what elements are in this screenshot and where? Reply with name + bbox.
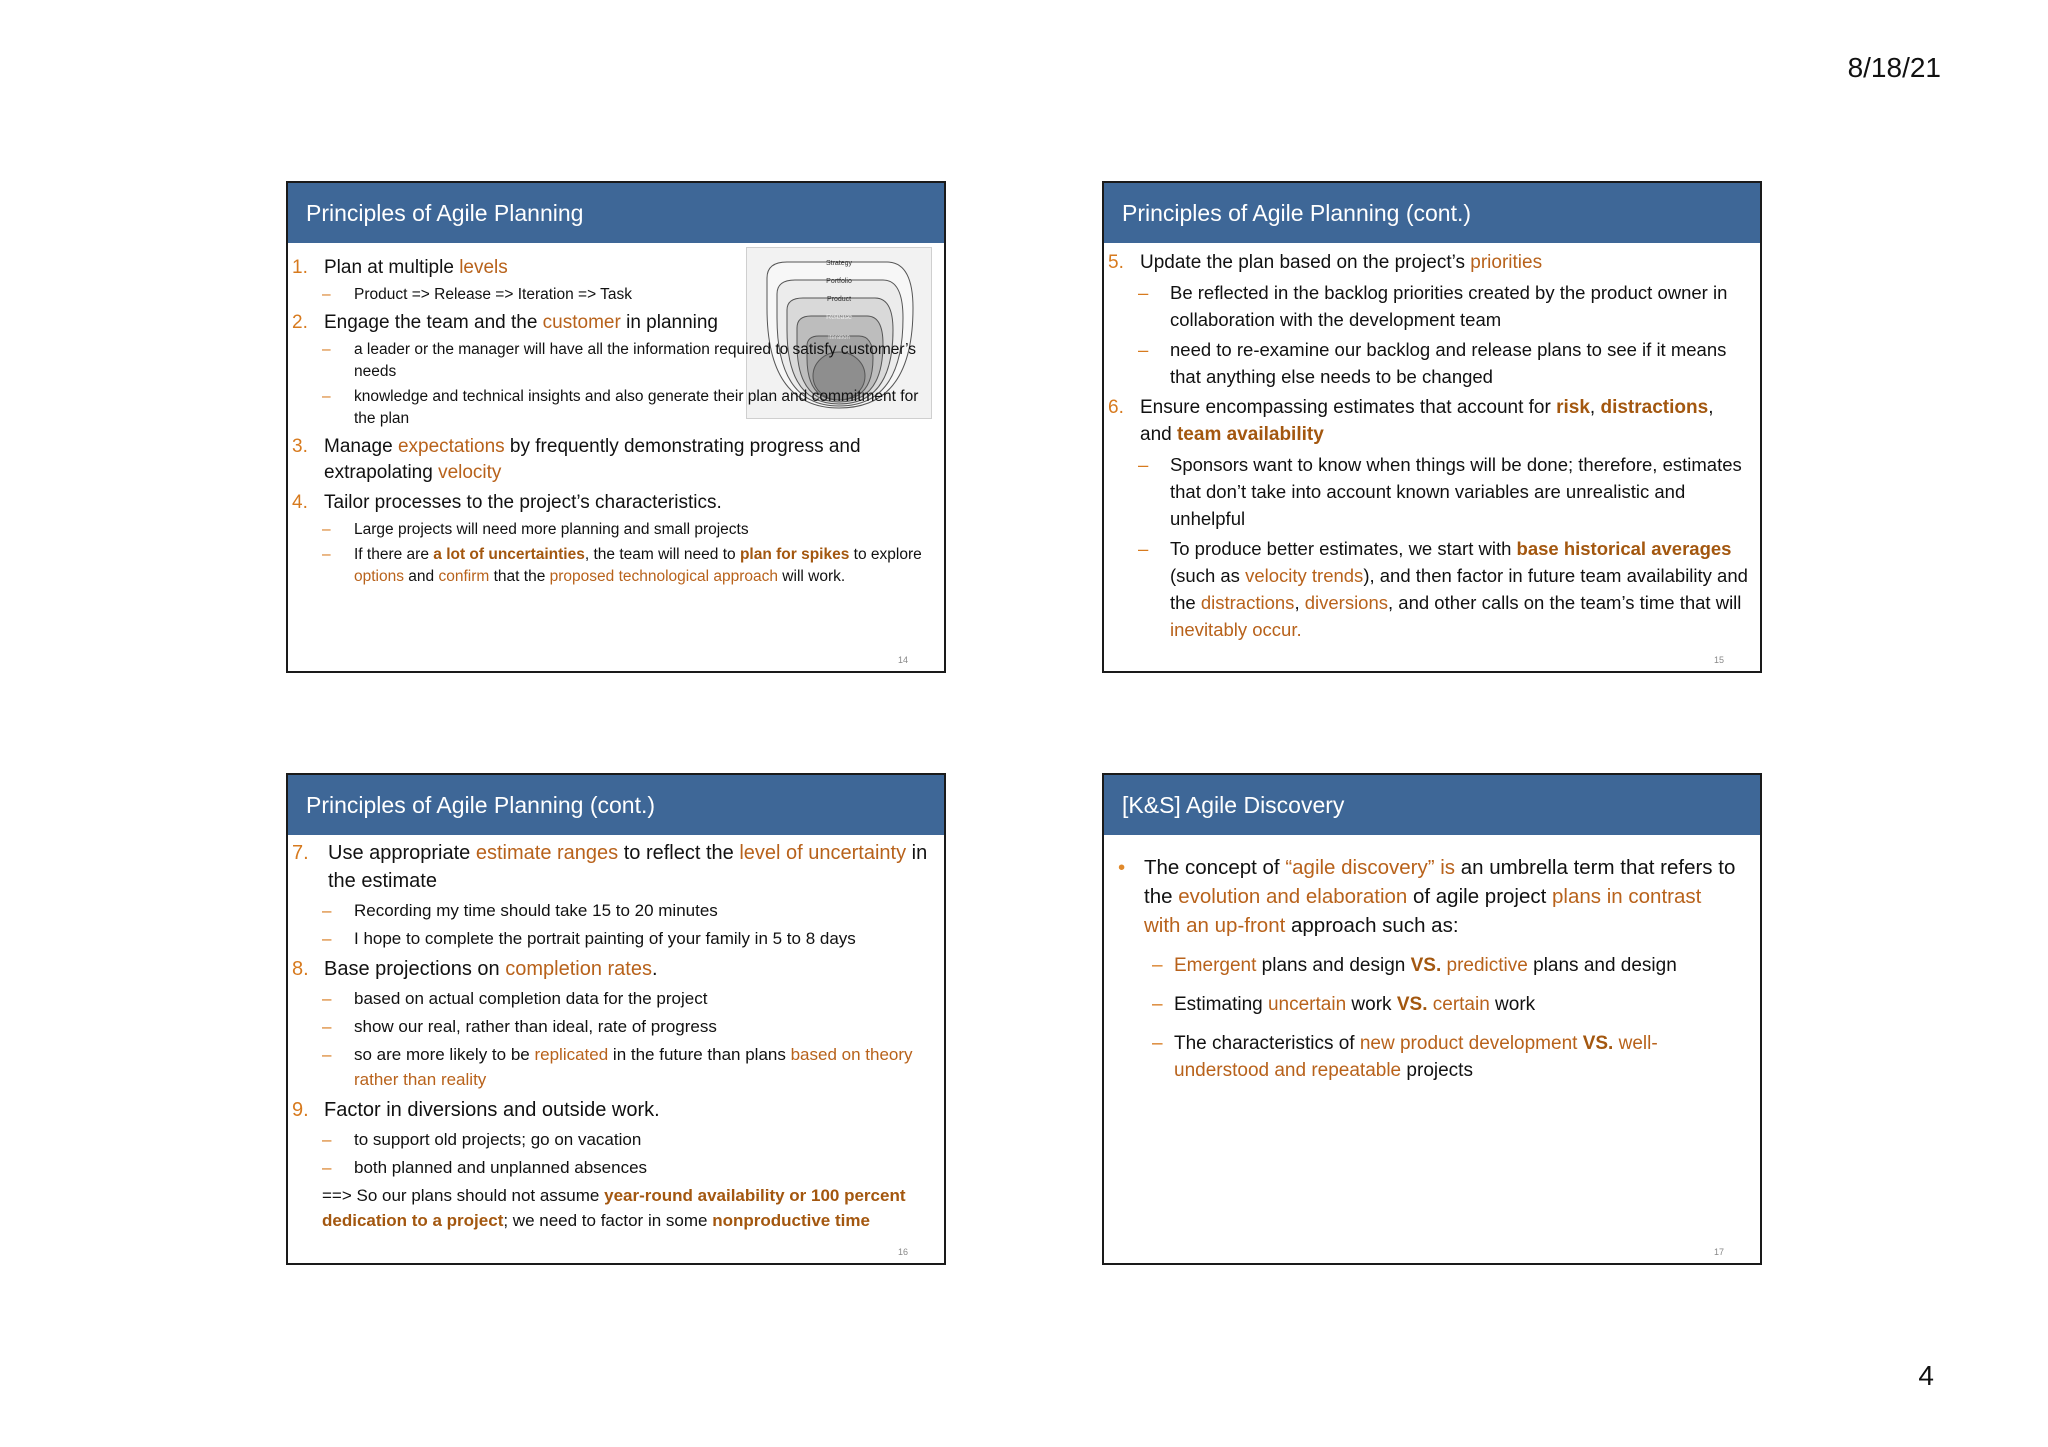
highlight: predictive [1441, 955, 1528, 976]
highlight: levels [459, 257, 508, 278]
text: Sponsors want to know when things will be done; therefore, estimates that don’t take into account known variables are unrealistic and unhelpful [1170, 454, 1742, 529]
dash: – [1152, 1033, 1163, 1054]
highlight: evolution and elaboration [1178, 885, 1408, 908]
sub-item [288, 544, 934, 588]
text: need to re-examine our backlog and release plans to see if it means that anything else needs to be changed [1170, 339, 1727, 387]
slide-body [1104, 835, 1760, 1263]
diagram-label-iteration: Iteration [828, 335, 850, 341]
highlight: base historical averages [1516, 538, 1732, 559]
highlight: uncertain [1267, 994, 1347, 1015]
dash: – [322, 286, 331, 303]
text: , and [1140, 397, 1714, 445]
text: plans and design [1256, 955, 1411, 976]
text: Factor in diversions and outside work. [324, 1099, 660, 1121]
text: to support old projects; go on vacation [354, 1130, 642, 1149]
sub-item [288, 1014, 934, 1039]
dash: – [322, 521, 331, 538]
text: in the estimate [328, 842, 928, 892]
sub-item [288, 1042, 934, 1092]
text: an umbrella term that refers to the [1144, 856, 1736, 908]
text: If there are [354, 546, 434, 563]
versus: VS. [1396, 994, 1428, 1015]
item-number: 1. [292, 257, 308, 278]
page-number: 4 [1918, 1360, 1934, 1391]
item-number: 6. [1108, 397, 1124, 418]
item-number: 5. [1108, 252, 1124, 273]
dash: – [1152, 955, 1163, 976]
diagram-label-portfolio: Portfolio [826, 278, 852, 285]
sub-item [288, 339, 934, 383]
versus: VS. [1410, 955, 1442, 976]
highlight: velocity [438, 462, 502, 483]
text: in the future than plans [608, 1045, 791, 1064]
highlight: completion rates [505, 958, 652, 980]
highlight: “agile discovery” is [1285, 856, 1456, 879]
text: Estimating [1174, 994, 1268, 1015]
text: so are more likely to be [354, 1045, 535, 1064]
conclusion-note [288, 1183, 934, 1233]
text: work [1489, 994, 1536, 1015]
text: , and other calls on the team’s time that will [1388, 592, 1742, 613]
highlight: proposed technological approach [549, 568, 778, 585]
highlight: year-round availability or 100 percent dedication to a project [322, 1186, 906, 1230]
slide-16 [286, 773, 946, 1265]
text: To produce better estimates, we start with [1170, 538, 1517, 559]
highlight: a lot of uncertainties [433, 546, 585, 563]
highlight: nonproductive time [712, 1211, 870, 1230]
text: The concept of [1144, 856, 1286, 879]
dash: – [1138, 339, 1149, 360]
sub-item [288, 926, 934, 951]
list-item [288, 310, 934, 336]
highlight: team availability [1176, 424, 1324, 445]
highlight: inevitably occur. [1170, 619, 1302, 640]
text: of agile project [1407, 885, 1553, 908]
slide-number: 14 [897, 655, 908, 665]
text: , [1589, 397, 1601, 418]
text: to explore [849, 546, 922, 563]
dash: – [1152, 994, 1163, 1015]
item-number: 8. [292, 958, 309, 980]
item-number: 2. [292, 312, 308, 333]
highlight: velocity trends [1245, 565, 1364, 586]
slide-14 [286, 181, 946, 673]
dash: – [322, 901, 332, 920]
slide-number: 15 [1713, 655, 1724, 665]
item-number: 4. [292, 492, 308, 513]
dash: – [1138, 454, 1149, 475]
highlight: expectations [397, 436, 505, 457]
sub-item [288, 986, 934, 1011]
sub-item [288, 898, 934, 923]
highlight: well-understood and repeatable [1174, 1033, 1658, 1081]
list-item [1104, 853, 1750, 940]
highlight: level of uncertainty [739, 842, 907, 864]
slide-17 [1102, 773, 1762, 1265]
slide-15 [1102, 181, 1762, 673]
dash: – [322, 989, 332, 1008]
text: by frequently demonstrating progress and extrapolating [324, 436, 861, 483]
text: work [1346, 994, 1397, 1015]
item-number: 9. [292, 1099, 309, 1121]
text: Manage [324, 436, 398, 457]
diagram-label-strategy: Strategy [825, 260, 853, 267]
dash: – [322, 388, 331, 405]
highlight: Emergent [1174, 955, 1257, 976]
sub-item [1104, 336, 1750, 390]
bullet-dot: • [1118, 856, 1126, 879]
text: Be reflected in the backlog priorities created by the product owner in collaboration with the development team [1170, 282, 1728, 330]
text: Plan at multiple [324, 257, 460, 278]
highlight: diversions [1304, 592, 1389, 613]
text: plans and design [1527, 955, 1677, 976]
highlight: based on theory rather than reality [354, 1045, 913, 1089]
sub-item [288, 386, 934, 430]
text: Use appropriate [328, 842, 476, 864]
text: a leader or the manager will have all the information required to satisfy customer’s needs [354, 341, 917, 380]
text: and [403, 568, 439, 585]
text: Recording my time should take 15 to 20 minutes [354, 901, 718, 920]
page-date: 8/18/21 [1847, 52, 1941, 83]
text: in planning [620, 312, 719, 333]
text: ; we need to factor in some [503, 1211, 713, 1230]
text: Base projections on [324, 958, 506, 980]
text: ==> So our plans should not assume [322, 1186, 605, 1205]
text: knowledge and technical insights and also generate their plan and commitment for the plan [354, 388, 919, 427]
highlight: distractions [1200, 592, 1295, 613]
sub-item [288, 519, 934, 541]
list-item [1104, 249, 1750, 276]
dash: – [1138, 282, 1149, 303]
dash: – [322, 546, 331, 563]
slide-number: 17 [1713, 1247, 1724, 1257]
list-item [288, 490, 934, 516]
sub-item [1104, 279, 1750, 333]
slide-title: Principles of Agile Planning (cont.) [1104, 183, 1760, 243]
text: Ensure encompassing estimates that account for [1140, 397, 1557, 418]
dash: – [322, 1158, 332, 1177]
dash: – [322, 1130, 332, 1149]
highlight: risk [1556, 397, 1590, 418]
list-item [288, 434, 934, 486]
item-number: 7. [292, 842, 309, 864]
slide-body [288, 243, 944, 671]
versus: VS. [1577, 1033, 1614, 1054]
text: , the team will need to [584, 546, 740, 563]
text: Update the plan based on the project’s [1140, 252, 1471, 273]
list-item [288, 839, 934, 895]
text: that the [489, 568, 550, 585]
diagram-label-product: Product [826, 296, 852, 303]
highlight: certain [1427, 994, 1490, 1015]
sub-item [1104, 1030, 1750, 1084]
text: Large projects will need more planning and small projects [354, 521, 749, 538]
list-item [288, 955, 934, 983]
highlight: options [354, 568, 404, 585]
text: ), and then factor in future team availability and the [1170, 565, 1748, 613]
text: based on actual completion data for the project [354, 989, 708, 1008]
text: (such as [1170, 565, 1246, 586]
highlight: customer [542, 312, 621, 333]
text: Product => Release => Iteration => Task [354, 286, 633, 303]
sub-item [288, 1127, 934, 1152]
diagram-label-release: Release [826, 314, 852, 321]
highlight: distractions [1600, 397, 1709, 418]
highlight: confirm [438, 568, 490, 585]
text: Engage the team and the [324, 312, 543, 333]
text: will work. [778, 568, 846, 585]
slide-body [288, 835, 944, 1263]
highlight: estimate ranges [475, 842, 619, 864]
text: approach such as: [1285, 914, 1459, 937]
sub-item [288, 1155, 934, 1180]
highlight: priorities [1470, 252, 1543, 273]
sub-item [1104, 952, 1750, 979]
text: to reflect the [618, 842, 740, 864]
highlight: plans in contrast with an up-front [1144, 885, 1702, 937]
dash: – [322, 929, 332, 948]
sub-item [1104, 991, 1750, 1018]
sub-item [1104, 451, 1750, 532]
text: show our real, rather than ideal, rate of progress [354, 1017, 717, 1036]
highlight: new product development [1359, 1033, 1578, 1054]
list-item [288, 255, 934, 281]
text: , [1294, 592, 1305, 613]
text: Tailor processes to the project’s characteristics. [324, 492, 722, 513]
slide-title: Principles of Agile Planning [288, 183, 944, 243]
dash: – [322, 341, 331, 358]
slide-title: [K&S] Agile Discovery [1104, 775, 1760, 835]
dash: – [322, 1017, 332, 1036]
sub-item [1104, 535, 1750, 643]
dash: – [322, 1045, 332, 1064]
text: The characteristics of [1174, 1033, 1360, 1054]
list-item [1104, 394, 1750, 448]
text: I hope to complete the portrait painting of your family in 5 to 8 days [354, 929, 856, 948]
list-item [288, 1096, 934, 1124]
highlight: replicated [534, 1045, 609, 1064]
sub-item [288, 284, 934, 306]
slide-title: Principles of Agile Planning (cont.) [288, 775, 944, 835]
highlight: plan for spikes [739, 546, 850, 563]
dash: – [1138, 538, 1149, 559]
item-number: 3. [292, 436, 308, 457]
text: . [651, 958, 658, 980]
text: both planned and unplanned absences [354, 1158, 648, 1177]
text: projects [1401, 1060, 1473, 1081]
slide-body [1104, 243, 1760, 671]
slide-number: 16 [897, 1247, 908, 1257]
